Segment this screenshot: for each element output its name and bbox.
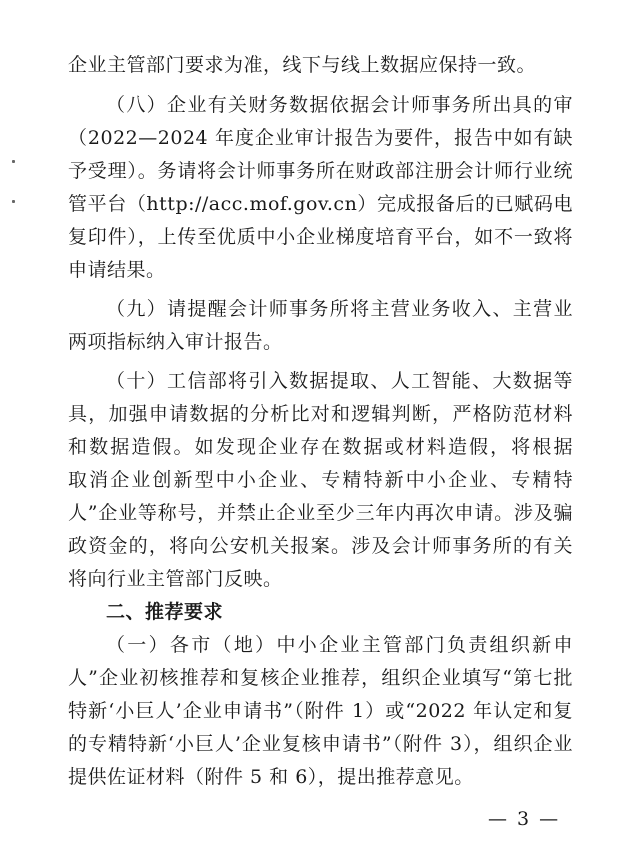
- text-line: 取消企业创新型中小企业、专精特新中小企业、专精特: [68, 469, 573, 491]
- text-line: （一）各市（地）中小企业主管部门负责组织新申: [106, 634, 573, 656]
- section-heading: 二、推荐要求: [106, 601, 224, 623]
- text-line: 予受理）。务请将会计师事务所在财政部注册会计师行业统: [68, 160, 573, 182]
- text-line: 人”企业初核推荐和复核企业推荐，组织企业填写“第七批: [68, 667, 573, 689]
- text-line: 复印件），上传至优质中小企业梯度培育平台，如不一致将: [68, 226, 573, 248]
- text-line: 管平台（http://acc.mof.gov.cn）完成报备后的已赋码电: [68, 193, 573, 215]
- text-line: （2022—2024 年度企业审计报告为要件，报告中如有缺: [68, 127, 573, 149]
- text-line: 特新‘小巨人’企业申请书”（附件 1）或“2022 年认定和复: [68, 700, 573, 722]
- text-line: （九）请提醒会计师事务所将主营业务收入、主营业: [106, 298, 573, 320]
- text-line: 政资金的，将向公安机关报案。涉及会计师事务所的有关: [68, 535, 573, 557]
- text-line: 的专精特新‘小巨人’企业复核申请书”（附件 3），组织企业: [68, 733, 573, 755]
- text-line: 人”企业等称号，并禁止企业至少三年内再次申请。涉及骗: [68, 502, 573, 524]
- text-line: 申请结果。: [68, 259, 166, 281]
- text-line: 企业主管部门要求为准，线下与线上数据应保持一致。: [68, 54, 537, 76]
- text-line: （十）工信部将引入数据提取、人工智能、大数据等: [106, 370, 573, 392]
- text-line: 提供佐证材料（附件 5 和 6），提出推荐意见。: [68, 766, 474, 788]
- text-line: 两项指标纳入审计报告。: [68, 331, 283, 353]
- scan-mark: [12, 160, 15, 163]
- text-line: 具，加强申请数据的分析比对和逻辑判断，严格防范材料: [68, 403, 573, 425]
- text-line: 将向行业主管部门反映。: [68, 568, 283, 590]
- scan-mark: [12, 200, 15, 203]
- text-line: 和数据造假。如发现企业存在数据或材料造假，将根据: [68, 436, 573, 458]
- page-number: — 3 —: [488, 808, 561, 830]
- text-line: （八）企业有关财务数据依据会计师事务所出具的审: [106, 94, 573, 116]
